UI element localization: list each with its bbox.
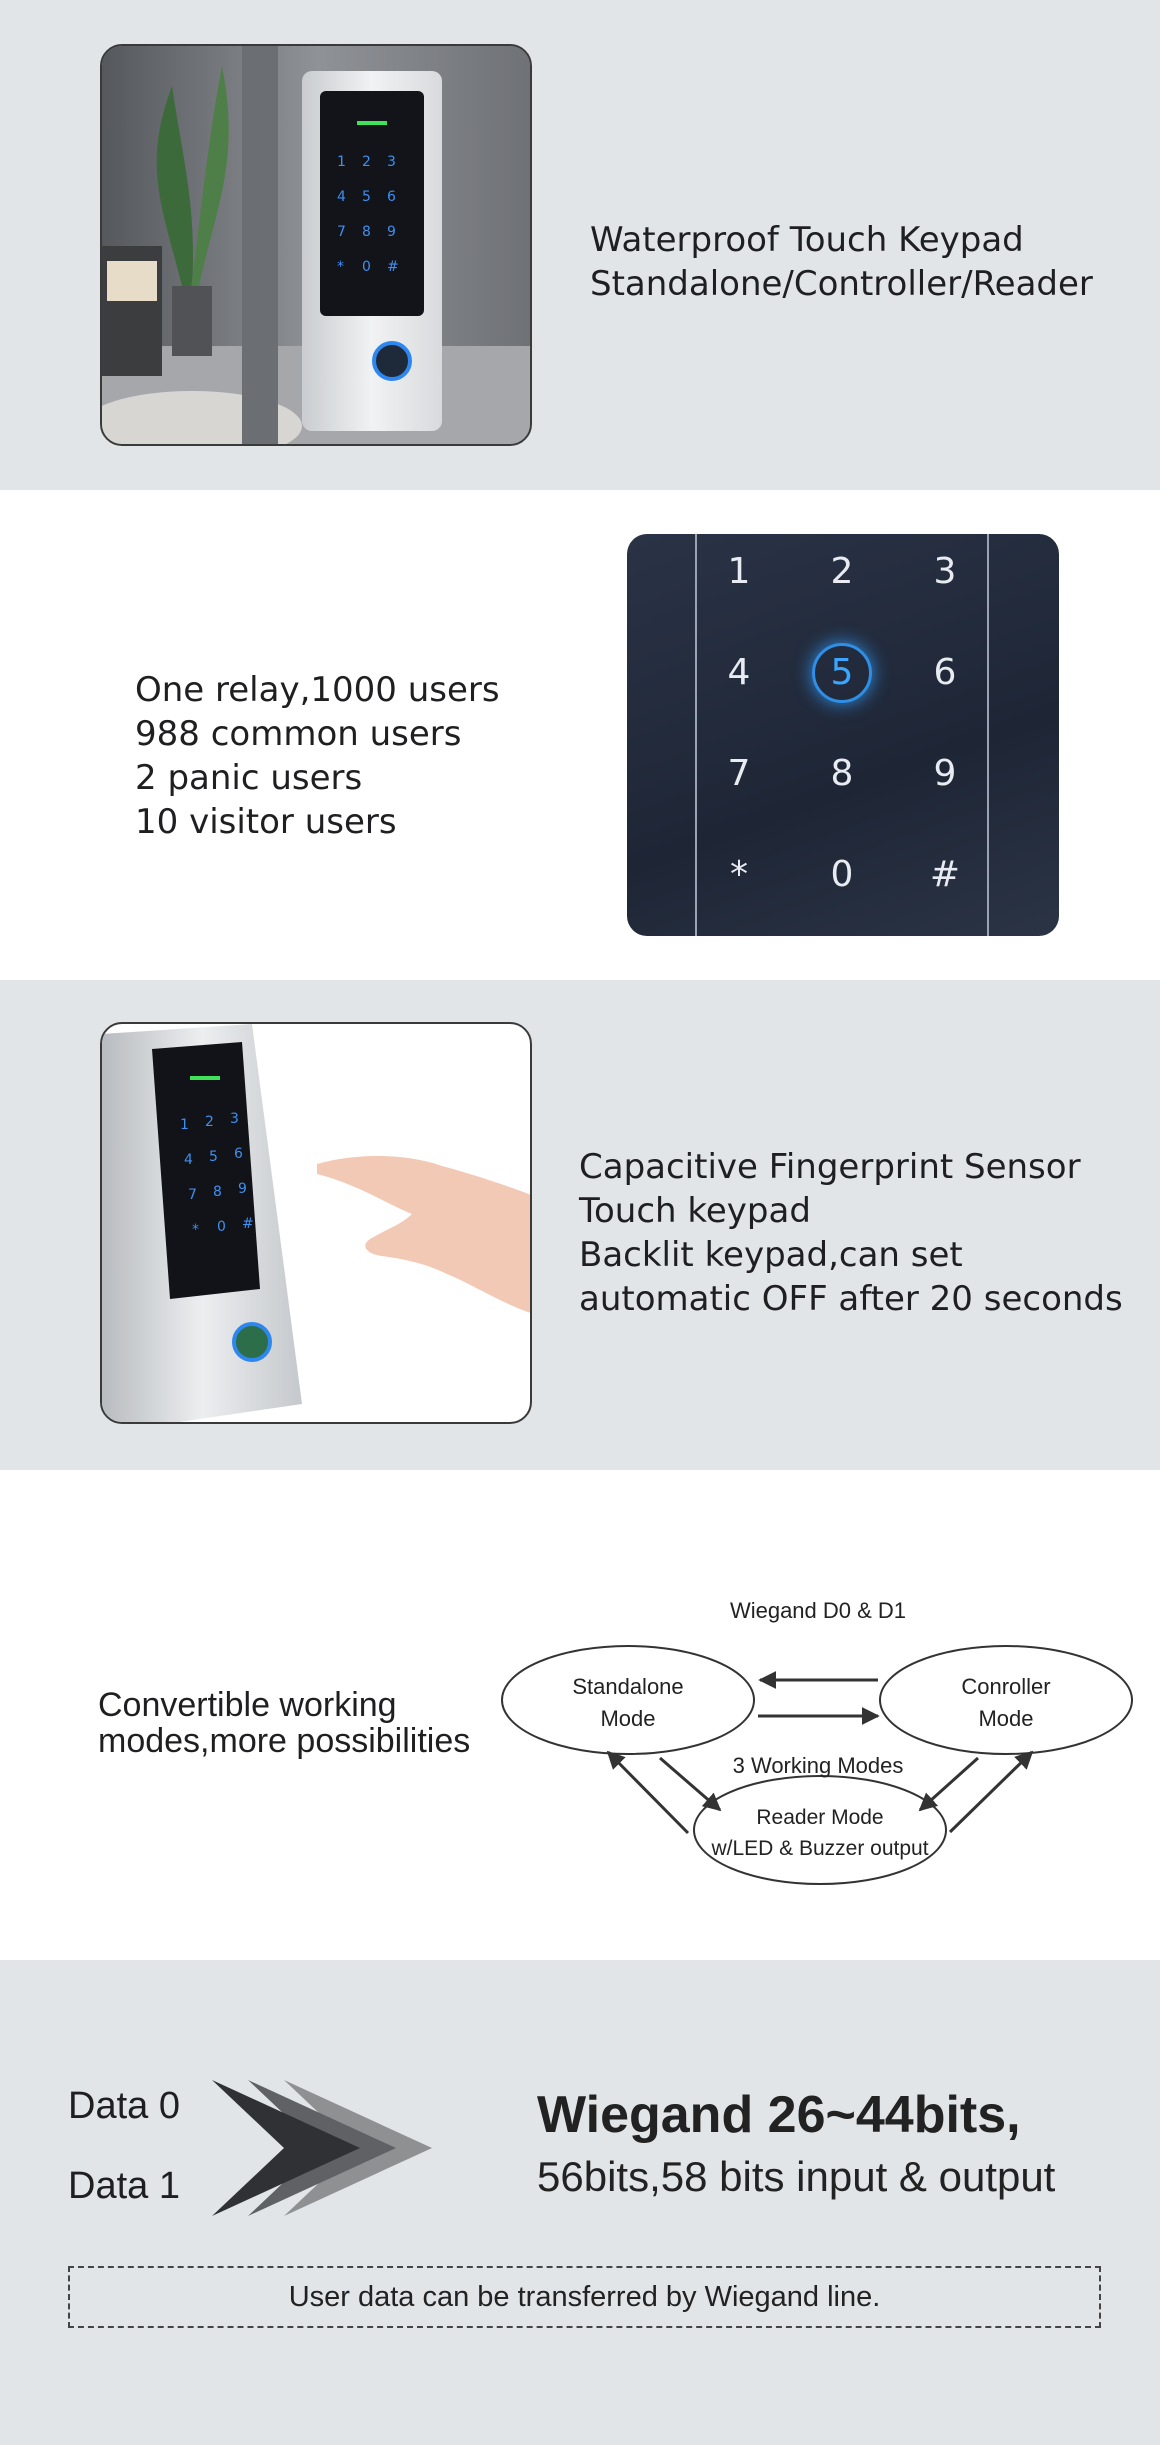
key-hash: # xyxy=(929,854,961,895)
text-line: Backlit keypad,can set xyxy=(579,1235,963,1275)
key-1: 1 xyxy=(727,551,751,592)
keypad-rail-left xyxy=(695,534,697,936)
svg-text:*: * xyxy=(337,259,344,275)
reader-mode-node xyxy=(694,1776,946,1884)
data-1-label: Data 1 xyxy=(68,2165,180,2207)
key-8: 8 xyxy=(830,753,854,794)
arrow-standalone-to-reader xyxy=(660,1758,720,1810)
svg-text:4: 4 xyxy=(337,189,346,205)
svg-text:1: 1 xyxy=(337,154,346,170)
svg-text:9: 9 xyxy=(387,224,396,240)
key-4: 4 xyxy=(727,652,751,693)
svg-text:6: 6 xyxy=(234,1146,243,1162)
svg-text:0: 0 xyxy=(362,259,371,275)
key-star: * xyxy=(730,854,748,895)
section1-text xyxy=(590,218,1093,306)
wiegand-d0-d1-label: Wiegand D0 & D1 xyxy=(729,1598,907,1623)
text-line: Convertible working xyxy=(98,1686,397,1724)
svg-text:6: 6 xyxy=(387,189,396,205)
section-working-modes xyxy=(0,1470,1160,1960)
key-6: 6 xyxy=(933,652,957,693)
text-line: 988 common users xyxy=(135,714,462,754)
key-7: 7 xyxy=(727,753,751,794)
svg-text:2: 2 xyxy=(205,1114,214,1130)
three-working-modes-label: 3 Working Modes xyxy=(732,1753,904,1778)
wiegand-title: Wiegand 26~44bits, xyxy=(537,2086,1021,2144)
text-line: automatic OFF after 20 seconds xyxy=(579,1279,1123,1319)
reader-label-1: Reader Mode xyxy=(756,1806,884,1829)
svg-text:#: # xyxy=(242,1216,254,1232)
text-line: Waterproof Touch Keypad xyxy=(590,220,1024,260)
standalone-label-2: Mode xyxy=(600,1706,656,1731)
svg-text:#: # xyxy=(387,259,399,275)
svg-text:3: 3 xyxy=(230,1111,239,1127)
svg-text:7: 7 xyxy=(188,1187,197,1203)
svg-text:2: 2 xyxy=(362,154,371,170)
working-modes-diagram xyxy=(498,1570,1138,1890)
wall-mounted-keypad-image xyxy=(102,46,532,446)
arrow-controller-to-reader xyxy=(920,1758,978,1810)
text-line: Capacitive Fingerprint Sensor xyxy=(579,1147,1081,1187)
key-2: 2 xyxy=(830,551,854,592)
svg-text:1: 1 xyxy=(180,1117,189,1133)
controller-label-2: Mode xyxy=(978,1706,1034,1731)
arrow-reader-to-standalone xyxy=(608,1752,688,1833)
svg-text:8: 8 xyxy=(213,1184,222,1200)
section2-text xyxy=(135,668,500,844)
arrow-reader-to-controller xyxy=(950,1752,1032,1832)
standalone-label-1: Standalone xyxy=(572,1674,684,1699)
product-photo-fingerprint xyxy=(100,1022,532,1424)
svg-text:5: 5 xyxy=(209,1149,218,1165)
keypad-closeup xyxy=(627,534,1059,936)
key-3: 3 xyxy=(933,551,957,592)
svg-text:5: 5 xyxy=(362,189,371,205)
section-user-capacity xyxy=(0,490,1160,980)
fingerprint-keypad-image xyxy=(102,1024,532,1424)
standalone-mode-node xyxy=(502,1646,754,1754)
reader-label-2: w/LED & Buzzer output xyxy=(711,1837,929,1860)
product-photo-wall-mounted xyxy=(100,44,532,446)
section4-text xyxy=(98,1687,470,1759)
text-line: Standalone/Controller/Reader xyxy=(590,264,1093,304)
section-fingerprint xyxy=(0,980,1160,1470)
wiegand-note-box: User data can be transferred by Wiegand line. xyxy=(68,2266,1101,2328)
svg-text:9: 9 xyxy=(238,1181,247,1197)
section-waterproof-keypad xyxy=(0,0,1160,490)
keypad-rail-right xyxy=(987,534,989,936)
wiegand-chevron-arrows-icon xyxy=(212,2080,432,2220)
section3-text xyxy=(579,1145,1123,1321)
controller-label-1: Conroller xyxy=(961,1674,1051,1699)
key-9: 9 xyxy=(933,753,957,794)
wiegand-subtitle: 56bits,58 bits input & output xyxy=(537,2153,1056,2200)
text-line: modes,more possibilities xyxy=(98,1722,471,1760)
text-line: 2 panic users xyxy=(135,758,363,798)
controller-mode-node xyxy=(880,1646,1132,1754)
section-wiegand xyxy=(0,1960,1160,2445)
text-line: Touch keypad xyxy=(579,1191,811,1231)
text-line: One relay,1000 users xyxy=(135,670,500,710)
svg-text:3: 3 xyxy=(387,154,396,170)
svg-text:8: 8 xyxy=(362,224,371,240)
data-0-label: Data 0 xyxy=(68,2085,180,2127)
key-5-highlighted: 5 xyxy=(812,643,872,703)
svg-text:4: 4 xyxy=(184,1152,193,1168)
svg-text:0: 0 xyxy=(217,1219,226,1235)
text-line: 10 visitor users xyxy=(135,802,397,842)
svg-text:*: * xyxy=(192,1222,199,1238)
svg-text:7: 7 xyxy=(337,224,346,240)
key-0: 0 xyxy=(830,854,854,895)
